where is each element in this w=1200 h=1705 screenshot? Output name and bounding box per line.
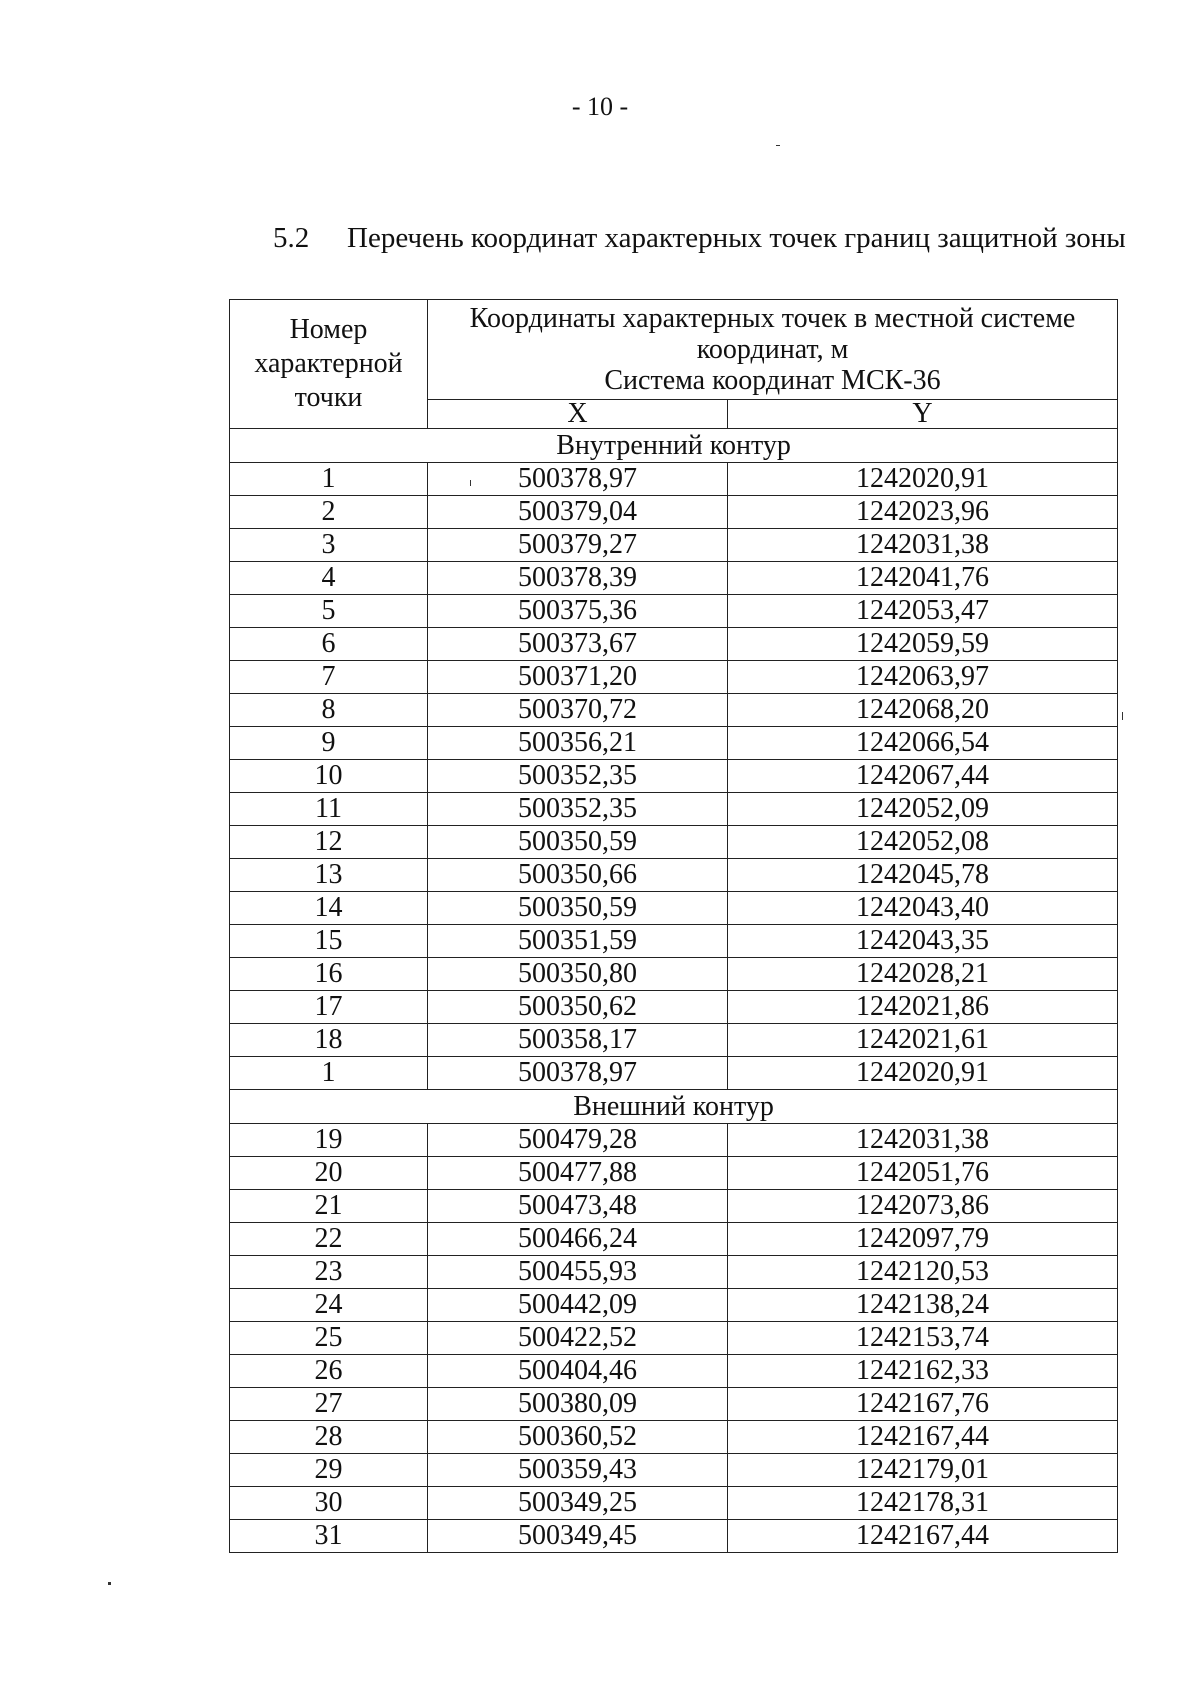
scan-speck <box>776 145 780 146</box>
y-coordinate-cell: 1242066,54 <box>728 727 1118 760</box>
page-number: - 10 - <box>571 92 629 121</box>
y-coordinate-cell: 1242162,33 <box>728 1355 1118 1388</box>
x-coordinate-cell: 500375,36 <box>428 595 728 628</box>
point-number-cell: 4 <box>230 562 428 595</box>
table-body <box>230 429 1118 1553</box>
y-coordinate-cell: 1242073,86 <box>728 1190 1118 1223</box>
y-coordinate-cell: 1242028,21 <box>728 958 1118 991</box>
table-row <box>230 595 1118 628</box>
x-coordinate-cell: 500442,09 <box>428 1289 728 1322</box>
y-coordinate-cell: 1242021,86 <box>728 991 1118 1024</box>
point-number-cell: 15 <box>230 925 428 958</box>
x-coordinate-cell: 500350,80 <box>428 958 728 991</box>
table-row <box>230 1388 1118 1421</box>
x-coordinate-cell: 500359,43 <box>428 1454 728 1487</box>
coordinates-table <box>229 299 1118 1553</box>
x-column-header: X <box>428 400 728 429</box>
point-number-cell: 18 <box>230 1024 428 1057</box>
scan-speck <box>470 480 471 486</box>
y-coordinate-cell: 1242045,78 <box>728 859 1118 892</box>
y-coordinate-cell: 1242067,44 <box>728 760 1118 793</box>
table-row <box>230 826 1118 859</box>
y-coordinate-cell: 1242020,91 <box>728 463 1118 496</box>
point-number-cell: 25 <box>230 1322 428 1355</box>
x-coordinate-cell: 500349,45 <box>428 1520 728 1553</box>
x-coordinate-cell: 500378,39 <box>428 562 728 595</box>
y-coordinate-cell: 1242167,44 <box>728 1520 1118 1553</box>
point-number-cell: 5 <box>230 595 428 628</box>
point-number-cell: 3 <box>230 529 428 562</box>
x-coordinate-cell: 500351,59 <box>428 925 728 958</box>
table-row <box>230 1454 1118 1487</box>
y-coordinate-cell: 1242021,61 <box>728 1024 1118 1057</box>
table-row <box>230 760 1118 793</box>
point-number-cell: 1 <box>230 463 428 496</box>
y-coordinate-cell: 1242023,96 <box>728 496 1118 529</box>
y-coordinate-cell: 1242043,35 <box>728 925 1118 958</box>
table-row <box>230 1289 1118 1322</box>
point-number-cell: 8 <box>230 694 428 727</box>
point-number-header <box>230 300 428 429</box>
point-number-cell: 19 <box>230 1124 428 1157</box>
y-coordinate-cell: 1242043,40 <box>728 892 1118 925</box>
y-coordinate-cell: 1242031,38 <box>728 1124 1118 1157</box>
table-row <box>230 1487 1118 1520</box>
y-coordinate-cell: 1242097,79 <box>728 1223 1118 1256</box>
coords-header-line-2: координат, м <box>696 334 849 365</box>
x-coordinate-cell: 500350,59 <box>428 826 728 859</box>
x-coordinate-cell: 500350,62 <box>428 991 728 1024</box>
contour-group-title: Внешний контур <box>230 1090 1118 1124</box>
x-coordinate-cell: 500370,72 <box>428 694 728 727</box>
x-coordinate-cell: 500404,46 <box>428 1355 728 1388</box>
table-row <box>230 463 1118 496</box>
table-row <box>230 991 1118 1024</box>
point-header-line-1: Номер <box>289 314 368 345</box>
y-coordinate-cell: 1242041,76 <box>728 562 1118 595</box>
table-row <box>230 661 1118 694</box>
y-coordinate-cell: 1242179,01 <box>728 1454 1118 1487</box>
table-row <box>230 1157 1118 1190</box>
point-number-cell: 30 <box>230 1487 428 1520</box>
section-heading <box>273 222 1126 255</box>
table-row <box>230 859 1118 892</box>
table-row <box>230 1256 1118 1289</box>
x-coordinate-cell: 500466,24 <box>428 1223 728 1256</box>
point-number-cell: 1 <box>230 1057 428 1090</box>
y-coordinate-cell: 1242178,31 <box>728 1487 1118 1520</box>
point-number-cell: 24 <box>230 1289 428 1322</box>
x-coordinate-cell: 500350,66 <box>428 859 728 892</box>
x-coordinate-cell: 500352,35 <box>428 760 728 793</box>
y-coordinate-cell: 1242051,76 <box>728 1157 1118 1190</box>
table-row <box>230 496 1118 529</box>
table-row <box>230 958 1118 991</box>
y-column-header: Y <box>728 400 1118 429</box>
point-number-cell: 17 <box>230 991 428 1024</box>
table-row <box>230 1124 1118 1157</box>
point-number-cell: 22 <box>230 1223 428 1256</box>
section-number: 5.2 <box>273 222 310 254</box>
table-row <box>230 1223 1118 1256</box>
point-number-cell: 28 <box>230 1421 428 1454</box>
y-coordinate-cell: 1242120,53 <box>728 1256 1118 1289</box>
y-coordinate-cell: 1242031,38 <box>728 529 1118 562</box>
table-row <box>230 1322 1118 1355</box>
table-row <box>230 1057 1118 1090</box>
point-number-cell: 21 <box>230 1190 428 1223</box>
x-coordinate-cell: 500379,27 <box>428 529 728 562</box>
table-row <box>230 562 1118 595</box>
point-number-cell: 12 <box>230 826 428 859</box>
point-number-cell: 2 <box>230 496 428 529</box>
point-number-cell: 27 <box>230 1388 428 1421</box>
table-row <box>230 529 1118 562</box>
x-coordinate-cell: 500473,48 <box>428 1190 728 1223</box>
point-header-line-2: характерной <box>254 348 403 379</box>
point-number-cell: 13 <box>230 859 428 892</box>
y-coordinate-cell: 1242053,47 <box>728 595 1118 628</box>
x-coordinate-cell: 500356,21 <box>428 727 728 760</box>
point-number-cell: 29 <box>230 1454 428 1487</box>
section-title: Перечень координат характерных точек границ защитной зоны <box>347 222 1126 254</box>
table-row <box>230 1190 1118 1223</box>
table-row <box>230 1520 1118 1553</box>
x-coordinate-cell: 500371,20 <box>428 661 728 694</box>
point-number-cell: 11 <box>230 793 428 826</box>
x-coordinate-cell: 500378,97 <box>428 1057 728 1090</box>
table-header <box>230 300 1118 429</box>
x-coordinate-cell: 500477,88 <box>428 1157 728 1190</box>
x-coordinate-cell: 500360,52 <box>428 1421 728 1454</box>
table-row <box>230 694 1118 727</box>
point-number-cell: 10 <box>230 760 428 793</box>
point-number-cell: 26 <box>230 1355 428 1388</box>
x-coordinate-cell: 500352,35 <box>428 793 728 826</box>
y-coordinate-cell: 1242020,91 <box>728 1057 1118 1090</box>
y-coordinate-cell: 1242167,44 <box>728 1421 1118 1454</box>
y-coordinate-cell: 1242153,74 <box>728 1322 1118 1355</box>
table-row <box>230 793 1118 826</box>
x-coordinate-cell: 500379,04 <box>428 496 728 529</box>
point-header-line-3: точки <box>294 382 363 413</box>
table-row <box>230 1024 1118 1057</box>
x-coordinate-cell: 500378,97 <box>428 463 728 496</box>
x-coordinate-cell: 500373,67 <box>428 628 728 661</box>
table-row <box>230 1355 1118 1388</box>
y-coordinate-cell: 1242068,20 <box>728 694 1118 727</box>
table-row <box>230 727 1118 760</box>
coords-header-line-1: Координаты характерных точек в местной системе <box>469 303 1076 334</box>
point-number-cell: 9 <box>230 727 428 760</box>
x-coordinate-cell: 500479,28 <box>428 1124 728 1157</box>
scan-speck <box>108 1582 111 1585</box>
point-number-cell: 6 <box>230 628 428 661</box>
coords-header-line-3: Система координат МСК-36 <box>604 365 941 396</box>
point-number-cell: 23 <box>230 1256 428 1289</box>
y-coordinate-cell: 1242138,24 <box>728 1289 1118 1322</box>
x-coordinate-cell: 500349,25 <box>428 1487 728 1520</box>
table-row <box>230 628 1118 661</box>
point-number-cell: 16 <box>230 958 428 991</box>
scan-speck <box>1122 712 1123 720</box>
x-coordinate-cell: 500358,17 <box>428 1024 728 1057</box>
coordinates-header <box>428 300 1118 400</box>
x-coordinate-cell: 500350,59 <box>428 892 728 925</box>
table-row <box>230 1421 1118 1454</box>
point-number-cell: 20 <box>230 1157 428 1190</box>
y-coordinate-cell: 1242052,09 <box>728 793 1118 826</box>
y-coordinate-cell: 1242167,76 <box>728 1388 1118 1421</box>
table-row <box>230 925 1118 958</box>
point-number-cell: 31 <box>230 1520 428 1553</box>
x-coordinate-cell: 500380,09 <box>428 1388 728 1421</box>
y-coordinate-cell: 1242052,08 <box>728 826 1118 859</box>
x-coordinate-cell: 500422,52 <box>428 1322 728 1355</box>
point-number-cell: 14 <box>230 892 428 925</box>
contour-group-title: Внутренний контур <box>230 429 1118 463</box>
y-coordinate-cell: 1242063,97 <box>728 661 1118 694</box>
y-coordinate-cell: 1242059,59 <box>728 628 1118 661</box>
x-coordinate-cell: 500455,93 <box>428 1256 728 1289</box>
table-row <box>230 892 1118 925</box>
point-number-cell: 7 <box>230 661 428 694</box>
